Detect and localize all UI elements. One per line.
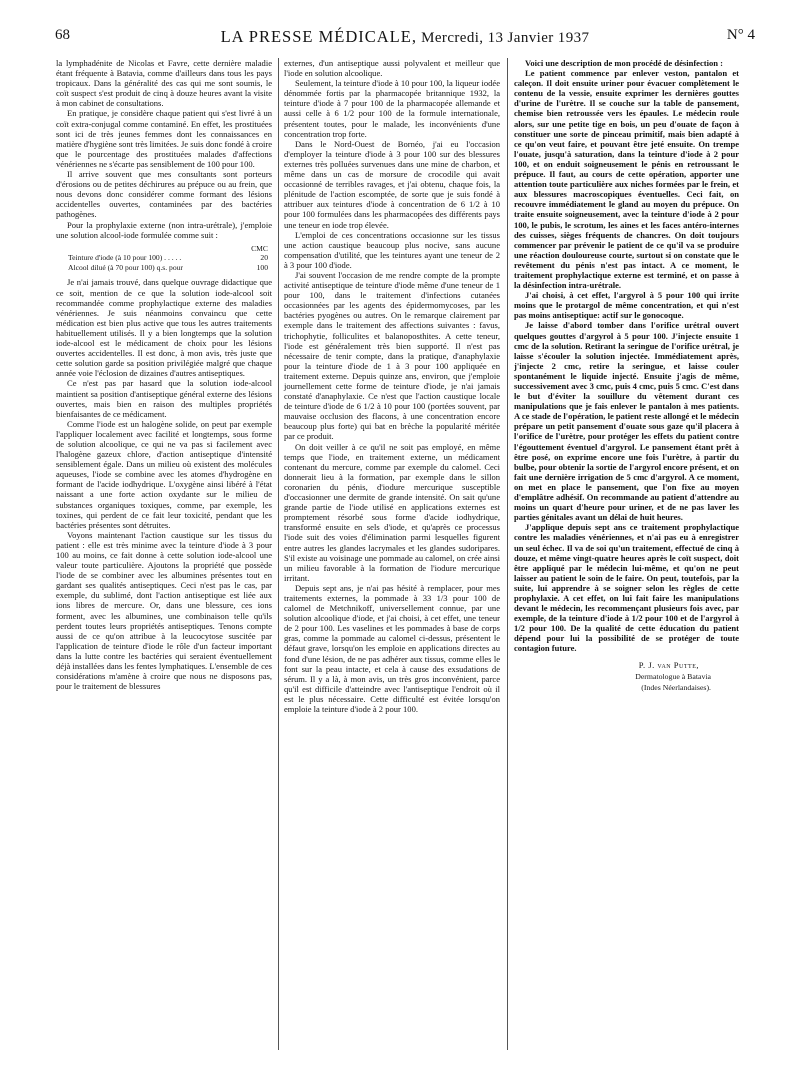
paragraph: Dans le Nord-Ouest de Bornéo, j'ai eu l'occasion d'employer la teinture d'iode à 3 pour 100 sur des blessures externes très polluées survenues dans une mine de charbon, et même dans un cas de morsure de crocodile qui avait occasionné de terribles ravages, et j'ai obtenu, chaque fois, la plénitude de l'action escomptée, de sorte que je suis fondé à attribuer aux teintures d'iode à concentration de 6 1/2 à 10 pour 100 formulées dans les pharmacopées des différents pays une teneur en iode trop élevée. — [284, 138, 500, 230]
paragraph: Je n'ai jamais trouvé, dans quelque ouvrage didactique que ce soit, mention de ce que la solution iode-alcool soit recommandée comme prophylactique externe des maladies vénériennes. Je suis néanmoins convaincu que cette médication est bien plus active que tous les autres traitements habituellement utilisés. Il y a bien longtemps que la solution iode-alcool est le médicament de choix pour les lésions ouvertes accidentelles. Il est donc, à mon avis, très juste que cette solution garde sa position privilégiée malgré que chaque année voie l'éclosion de dizaines d'autres antiseptiques. — [56, 277, 272, 379]
author-name: P. J. van Putte, — [638, 659, 699, 670]
paragraph: Ce n'est pas par hasard que la solution iode-alcool maintient sa position d'antiseptique général externe des lésions ouvertes, mais bien en raison des multiples propriétés bienfaisantes de ce médicament. — [56, 378, 272, 419]
formula-ingredient: Alcool dilué (à 70 pour 100) q.s. pour — [68, 262, 183, 272]
running-title — [55, 27, 755, 47]
paragraph: En pratique, je considère chaque patient qui s'est livré à un coït extra-conjugal comme contaminé. En effet, les prostituées sont ici de très jeunes femmes dont les connaissances en matière d'hygiène sont très limitées. Je suis donc fondé à croire que le pourcentage des prostituées malades d'affections vénériennes ne s'écarte pas sensiblement de 100 pour 100. — [56, 108, 272, 169]
paragraph: Il arrive souvent que mes consultants sont porteurs d'érosions ou de petites déchirures au prépuce ou au frein, que nous devons donc considérer comme formant des lésions accidentelles ouvertes, contaminées par des bactéries pathogènes. — [56, 169, 272, 220]
issue-number: N° 4 — [726, 27, 755, 43]
text-column-2 — [284, 58, 500, 714]
formula-block — [68, 244, 272, 273]
paragraph: Depuis sept ans, je n'ai pas hésité à remplacer, pour mes traitements externes, la pommade à 33 1/3 pour 100 de calomel de Metchnikoff, universellement connue, par une solution alcoolique d'iode, et j'ai choisi, à cet effet, une teneur de 2 pour 100. Les vaselines et les pommades à base de corps gras, comme la pommade au calomel ci-dessus, présentent le défaut grave, lorsqu'on les emploie en applications directes au fond d'une lésion, de ne pas adhérer aux tissus, comme elles le font sur la peau intacte, et cela à cause des exsudations de sérum. Il y a là, à mon avis, un très gros inconvénient, parce qu'il est difficile d'atteindre avec l'antiseptique l'endroit où il est le plus nécessaire. Cette difficulté est évitée lorsqu'on emploie la teinture d'iode à 2 pour 100. — [284, 582, 500, 714]
text-column-3 — [514, 58, 739, 693]
paragraph: Le patient commence par enlever veston, pantalon et caleçon. Il doit ensuite uriner pour évacuer complètement le contenu de la vessie, ensuite exprimer les dernières gouttes d'urine de l'urètre. Il se couche sur la table de pansement, chemise bien retroussée vers les épaules. Le médecin roule alors, sur une petite tige en bois, un peu d'ouate de façon à constituer une sorte de pinceau primitif, mais bien adapté à ce qu'on veut faire, et pouvant être jeté ensuite. On trempe l'ouate, jusqu'à saturation, dans la teinture d'iode à 2 pour 100, et on enduit soigneusement le pénis en retroussant le prépuce. Il faut, au cours de cette opération, apporter une attention toute particulière aux niches formées par le frein, et aux blessures macroscopiques éventuelles. Ceci fait, on recouvre immédiatement le gland au moyen du prépuce. On traite ensuite soigneusement, avec la teinture d'iode à 2 pour 100, le pubis, le scrotum, les aines et les faces antéro-internes des cuisses, sièges fréquents de chancres. On doit toujours commencer par prévenir le patient de ce qu'il va se produire une réaction douloureuse courte, surtout si on constate que le revêtement du pénis n'est pas intact. A ce moment, le traitement prophylactique externe est terminé, et on passe à la désinfection intra-urétrale. — [514, 68, 739, 291]
paragraph: externes, d'un antiseptique aussi polyvalent et meilleur que l'iode en solution alcoolique. — [284, 58, 500, 79]
paragraph: J'ai souvent l'occasion de me rendre compte de la prompte activité antiseptique de teinture d'iode même d'une teneur de 1 pour 100, dans le traitement d'infections cutanées occasionnées par les agents des épidermomycoses, par les bactéries pyogènes ou autres. On le remarque clairement par exemple dans le traitement des affections suivantes : favus, trichophytie, folliculites et balanoposthites. A cette teneur, l'iode est généralement très bien supporté. Il n'est pas nécessaire de tenir compte, dans la pratique, d'anaphylaxie pour la teinture d'iode de 1 à 3 pour 100 appliquée en traitement externe. Depuis quinze ans, environ, que j'emploie journellement cette forme de teinture d'iode, je n'ai jamais constaté d'anaphylaxie. Ce n'est que l'action caustique locale de teinture d'iode de 6 1/2 à 10 pour 100 (portées souvent, par mauvaise occlusion des flacons, à une concentration encore beaucoup plus forte) qui bat en brèche la popularité méritée par ce produit. — [284, 269, 500, 442]
issue-date: Mercredi, 13 Janvier 1937 — [421, 30, 590, 46]
page-header — [55, 27, 755, 47]
author-location: (Indes Néerlandaises). — [641, 683, 711, 693]
formula-quantity: 100 — [256, 262, 268, 272]
column-divider — [507, 58, 508, 1050]
signature-block — [514, 660, 739, 693]
formula-row — [68, 263, 272, 273]
formula-ingredient: Teinture d'iode (à 10 pour 100) . . . . . — [68, 253, 182, 263]
author-affiliation: Dermatologue à Batavia — [635, 671, 711, 681]
formula-unit: CMC — [251, 243, 268, 253]
formula-quantity: 20 — [260, 253, 268, 263]
paragraph: On doit veiller à ce qu'il ne soit pas employé, en même temps que l'iode, en traitement externe, un médicament contenant du mercure, comme par exemple du calomel. Ceci donnerait lieu à la formation, par exemple dans le sillon coronarien du pénis, d'iodure mercurique susceptible d'occasionner une dermite de grande intensité. On sait qu'une grande partie de l'iode utilisé en applications externes est promptement résorbé sous forme d'acide iodhydrique, transformé ensuite en sels d'iode, et qu'après ce processus l'iode suit des voies d'élimination parmi lesquelles figurent entre autres les glandes lacrymales et les glandes sudoripares. S'il existe au voisinage une pommade au calomel, on crée ainsi un milieu favorable à la formation de l'iodure mercurique irritant. — [284, 441, 500, 583]
paragraph: Voici une description de mon procédé de désinfection : — [525, 58, 724, 68]
paragraph: Comme l'iode est un halogène solide, on peut par exemple l'appliquer localement avec facilité et longtemps, sous forme de solution alcoolique, ce qui ne va pas si facilement avec l'halogène gazeux chlore, d'action antiseptique d'intensité sensiblement égale. Dans un milieu où existent des molécules aqueuses, l'iode se combine avec les atomes d'hydrogène en formant de l'acide iodhydrique. L'oxygène ainsi libéré à l'état naissant a une forte action oxydante sur le milieu de substances organiques toxiques, comme, par exemple, les toxines, qui perdent de ce fait leur toxicité, pendant que les bactéries présentes sont détruites. — [56, 418, 272, 530]
journal-name: LA PRESSE MÉDICALE, — [220, 27, 417, 46]
formula-row — [68, 253, 272, 263]
paragraph: L'emploi de ces concentrations occasionne sur les tissus une action caustique beaucoup plus nocive, sans aucune compensation d'utilité, que les teintures ayant une teneur de 2 à 3 pour 100 d'iode. — [284, 229, 500, 270]
column-divider — [278, 58, 279, 1050]
paragraph: Pour la prophylaxie externe (non intra-urétrale), j'emploie une solution alcool-iode formulée comme suit : — [56, 219, 272, 240]
paragraph: Seulement, la teinture d'iode à 10 pour 100, la liqueur iodée dénommée fortis par la pharmacopée britannique 1932, la teinture d'iode à 7 pour 100 de la pharmacopée allemande et aussi celle à 6 1/2 pour 100 de la formule internationale, présentent toutes, pour le malade, les inconvénients d'une concentration trop forte. — [284, 78, 500, 139]
paragraph: J'ai choisi, à cet effet, l'argyrol à 5 pour 100 qui irrite moins que le protargol de même concentration, et qui n'est pas moins antiseptique: actif sur le gonocoque. — [514, 290, 739, 321]
text-column-1 — [56, 58, 272, 691]
paragraph: Voyons maintenant l'action caustique sur les tissus du patient : elle est très minime avec la teinture d'iode à 3 pour 100 au moins, ce fait donne à cette solution iode-alcool une valeur toute particulière. Ajoutons la propriété que possède l'iode de se combiner avec les albumines présentes tout en gardant ses qualités antiseptiques. Ceci n'est pas le cas, par exemple, du sublimé, dont l'action antiseptique est liée aux ions libres de mercure. Or, dans une blessure, ces ions forment, avec les albumines, une combinaison telle qu'ils perdent toutes leurs propriétés antiseptiques. Tenons compte aussi de ce qu'on attribue à la leucocytose suscitée par l'application de teinture d'iode le rôle d'un facteur important dans la lutte contre les bactéries qui seraient éventuellement déjà installées dans les fentes lymphatiques. L'ensemble de ces considérations m'amène à croire que nous ne disposons pas, pour le traitement de blessures — [56, 529, 272, 692]
paragraph: J'applique depuis sept ans ce traitement prophylactique contre les maladies vénériennes, et n'ai pas eu à enregistrer un seul échec. Il va de soi qu'un traitement, effectué de cinq à douze, et même vingt-quatre heures après le coït suspect, doit être appliqué par le médecin lui-même, et qu'on ne peut laisser au patient le soin de le faire. On peut, toutefois, par la suite, lui apprendre à se soigner selon les règles de cette prophylaxie. A cet effet, on lui fait faire les manipulations devant le médecin, les recommençant plusieurs fois avec, par exemple, de la teinture d'iode à 1/2 pour 100 et de l'argyrol à 1/2 pour 100. De la qualité de cette éducation du patient dépend pour lui la possibilité de se protéger de toute contagion future. — [514, 522, 739, 654]
paragraph: la lymphadénite de Nicolas et Favre, cette dernière maladie étant fréquente à Batavia, comme d'ailleurs dans tous les pays tropicaux. Dans la généralité des cas qui me sont soumis, le coït suspect s'est produit de cinq à douze heures avant la visite à mon cabinet de consultations. — [56, 58, 272, 109]
paragraph: Je laisse d'abord tomber dans l'orifice urétral ouvert quelques gouttes d'argyrol à 5 pour 100. J'injecte ensuite 1 cmc de la solution. Retirant la seringue de l'orifice urétral, je laisse s'écouler la solution injectée. Immédiatement après, j'injecte 2 cmc, retire la seringue, et laisse couler spontanément le liquide injecté. Ensuite j'agis de même, successivement avec 3 cmc, puis 4 cmc, puis 5 cmc. C'est dans le but d'éviter la souillure du vêtement durant ces manipulations que je fais enlever le pantalon à mes patients. A ce stade de l'opération, le patient reste allongé et le médecin prépare un petit pansement d'ouate sous gaze qu'il placera à l'orifice de l'urètre, pour protéger les effets du patient contre l'égouttement éventuel d'argyrol. Le pansement étant prêt à être posé, on exprime encore une fois l'urètre, à partir du bulbe, pour obtenir la sortie de l'argyrol encore présent, et on fait une dernière irrigation de 5 cmc d'argyrol. A ce moment, on met en place le pansement, que l'on fixe au moyen d'emplâtre adhésif. On recommande au patient d'attendre au moins un quart d'heure pour uriner, et de ne pas laver les parties génitales avant un délai de huit heures. — [514, 320, 739, 523]
page-number: 68 — [55, 27, 70, 43]
